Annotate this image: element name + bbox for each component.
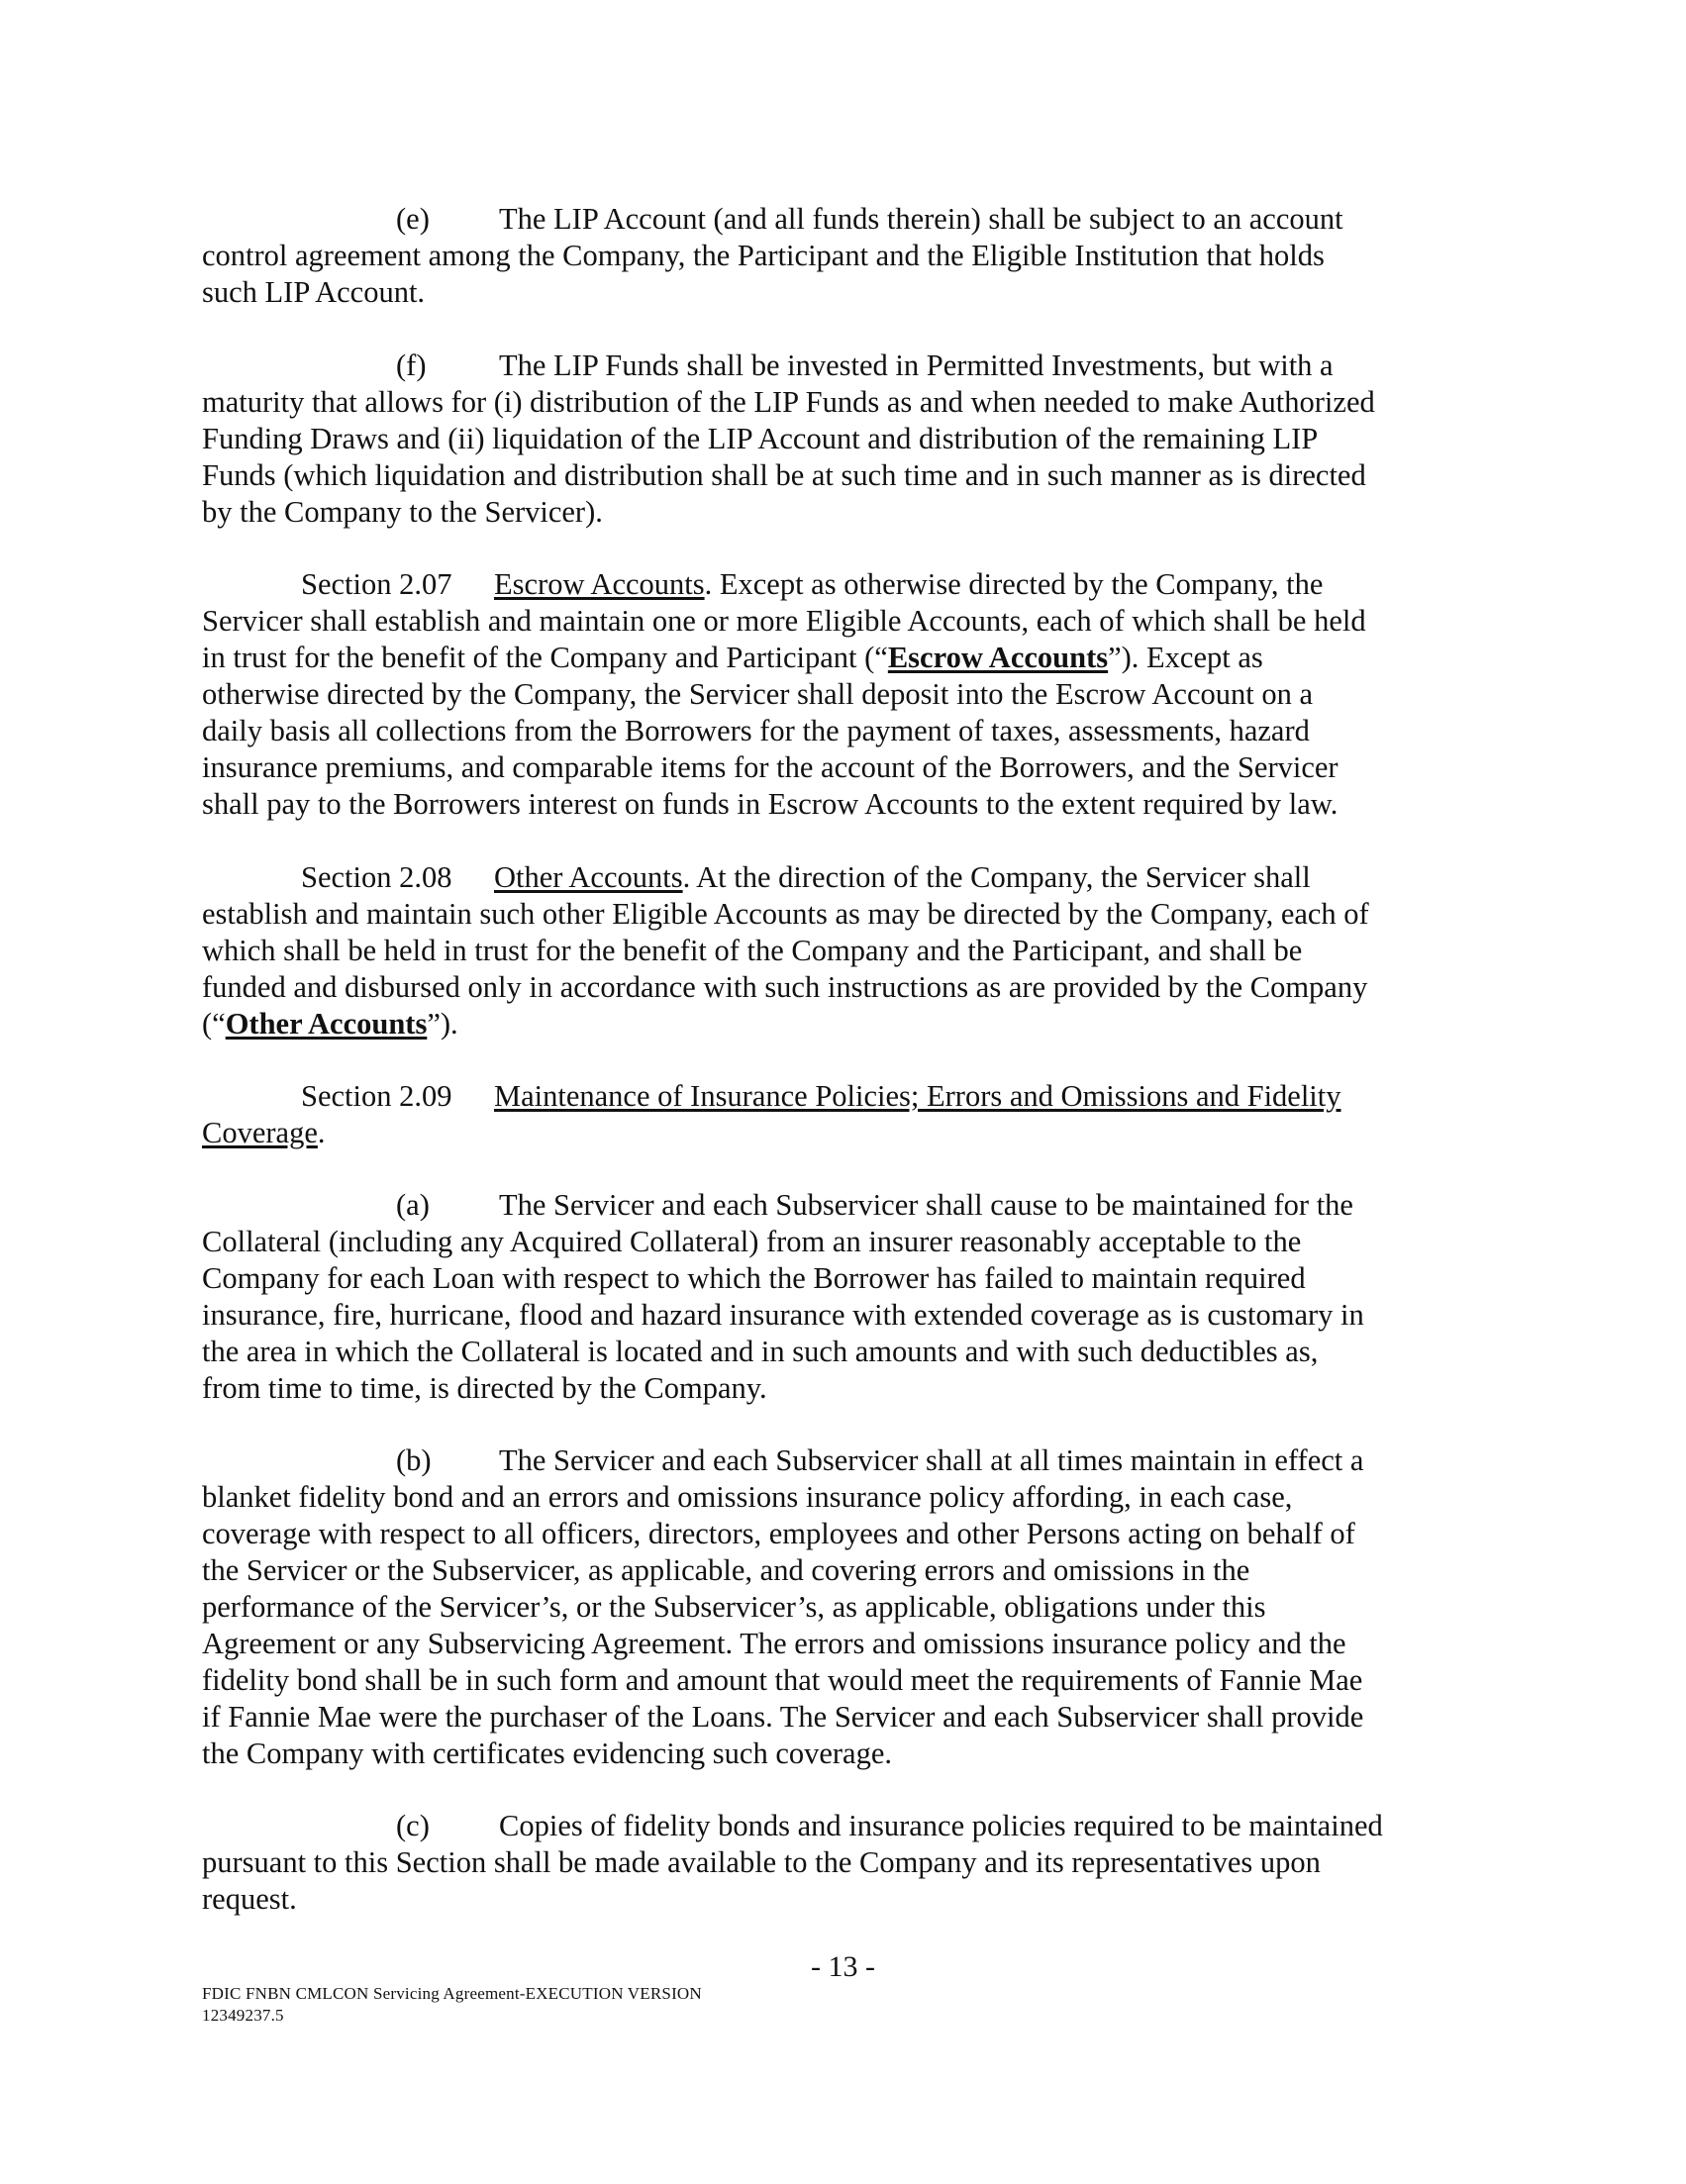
paragraph-f <box>202 347 1489 531</box>
text-line: control agreement among the Company, the Participant and the Eligible Institution that holds <box>202 239 1325 272</box>
text-line: Agreement or any Subservicing Agreement. The errors and omissions insurance policy and the <box>202 1627 1346 1660</box>
text-line: performance of the Servicer’s, or the Subservicer’s, as applicable, obligations under this <box>202 1590 1266 1624</box>
defined-term: Other Accounts <box>225 1007 428 1041</box>
section-number: Section 2.09 <box>301 1079 452 1113</box>
text-line: shall pay to the Borrowers interest on funds in Escrow Accounts to the extent required by law. <box>202 787 1339 821</box>
section-heading: Other Accounts <box>494 860 683 894</box>
defined-term: Escrow Accounts <box>887 641 1109 674</box>
text-line: blanket fidelity bond and an errors and omissions insurance policy affording, in each case, <box>202 1480 1293 1514</box>
text-line: insurance premiums, and comparable items for the account of the Borrowers, and the Servicer <box>202 750 1339 784</box>
document-footer <box>202 1983 702 2027</box>
section-number: Section 2.08 <box>301 860 452 894</box>
section-number: Section 2.07 <box>301 567 452 601</box>
paragraph-b <box>202 1442 1489 1772</box>
paragraph-label: (e) <box>396 202 430 236</box>
text-line: Servicer shall establish and maintain one or more Eligible Accounts, each of which shall be held <box>202 604 1366 638</box>
text-line: the area in which the Collateral is located and in such amounts and with such deductibles as, <box>202 1335 1319 1368</box>
section-heading: Escrow Accounts <box>494 567 705 601</box>
section-heading: Maintenance of Insurance Policies; Errors and Omissions and Fidelity <box>494 1079 1341 1113</box>
section-2-09: Section 2.09 Maintenance of Insurance Policies; Errors and Omissions and Fidelity Coverage. <box>202 1079 1341 1149</box>
text-line: such LIP Account. <box>202 275 426 309</box>
text-line: which shall be held in trust for the benefit of the Company and the Participant, and shall be <box>202 934 1303 967</box>
footer-title: FDIC FNBN CMLCON Servicing Agreement-EXECUTION VERSION <box>202 1984 702 2003</box>
text-line: The LIP Account (and all funds therein) shall be subject to an account <box>499 202 1343 236</box>
page-number: - 13 - <box>811 1950 875 1983</box>
text-line: Company for each Loan with respect to which the Borrower has failed to maintain required <box>202 1261 1306 1295</box>
text-line: The Servicer and each Subservicer shall at all times maintain in effect a <box>499 1443 1364 1477</box>
text-line: The Servicer and each Subservicer shall cause to be maintained for the <box>499 1188 1353 1222</box>
text-line: from time to time, is directed by the Company. <box>202 1371 767 1405</box>
text-line: establish and maintain such other Eligible Accounts as may be directed by the Company, each of <box>202 897 1369 931</box>
text-line: Funds (which liquidation and distribution shall be at such time and in such manner as is directed <box>202 458 1366 492</box>
text-line: Funding Draws and (ii) liquidation of the LIP Account and distribution of the remaining LIP <box>202 422 1319 455</box>
text-line: request. <box>202 1882 297 1916</box>
text-line: otherwise directed by the Company, the Servicer shall deposit into the Escrow Account on a <box>202 677 1313 711</box>
section-heading-continued: Coverage <box>202 1116 318 1149</box>
text-line: fidelity bond shall be in such form and amount that would meet the requirements of Fannie Mae <box>202 1663 1363 1697</box>
paragraph-e <box>202 201 1489 311</box>
text-line: if Fannie Mae were the purchaser of the Loans. The Servicer and each Subservicer shall provide <box>202 1700 1364 1734</box>
paragraph-label: (c) <box>396 1809 430 1842</box>
text-line: pursuant to this Section shall be made available to the Company and its representatives upon <box>202 1845 1321 1879</box>
paragraph-c <box>202 1808 1489 1918</box>
paragraph-label: (a) <box>396 1188 430 1222</box>
text-line: funded and disbursed only in accordance with such instructions as are provided by the Company <box>202 970 1368 1004</box>
section-2-08: Section 2.08 Other Accounts. At the direction of the Company, the Servicer shall establish and maintain such other Eligible Accounts as may be directed by the Company, each of which shall be held in trust for the benefit of the Company and the Participant, and shall be funded and disbursed only in accordance with such instructions as are provided by the Company (“Other Accounts”). <box>202 859 1489 1042</box>
text-line: by the Company to the Servicer). <box>202 495 603 529</box>
text-line: The LIP Funds shall be invested in Permitted Investments, but with a <box>499 348 1334 382</box>
text-line: the Servicer or the Subservicer, as applicable, and covering errors and omissions in the <box>202 1553 1250 1587</box>
text-line: Collateral (including any Acquired Collateral) from an insurer reasonably acceptable to the <box>202 1225 1302 1258</box>
paragraph-a <box>202 1187 1489 1407</box>
text-line: Copies of fidelity bonds and insurance policies required to be maintained <box>499 1809 1383 1842</box>
section-2-07: Section 2.07 Escrow Accounts. Except as otherwise directed by the Company, the Servicer shall establish and maintain one or more Eligible Accounts, each of which shall be held in trust for the benefit of the Company and Participant (“Escrow Accounts”). Except as otherwise directed by the Company, the Servicer shall deposit into the Escrow Account on a daily basis all collections from the Borrowers for the payment of taxes, assessments, hazard insurance premiums, and comparable items for the account of the Borrowers, and the Servicer shall pay to the Borrowers interest on funds in Escrow Accounts to the extent required by law. <box>202 566 1489 823</box>
text-line: insurance, fire, hurricane, flood and hazard insurance with extended coverage as is customary in <box>202 1298 1364 1332</box>
paragraph-label: (f) <box>396 348 427 382</box>
paragraph-label: (b) <box>396 1443 432 1477</box>
text-line: daily basis all collections from the Borrowers for the payment of taxes, assessments, hazard <box>202 714 1310 747</box>
text-line: the Company with certificates evidencing such coverage. <box>202 1737 893 1770</box>
text-line: maturity that allows for (i) distribution of the LIP Funds as and when needed to make Authorized <box>202 385 1375 419</box>
footer-doc-id: 12349237.5 <box>202 2006 284 2025</box>
text-line: coverage with respect to all officers, directors, employees and other Persons acting on behalf of <box>202 1517 1355 1550</box>
